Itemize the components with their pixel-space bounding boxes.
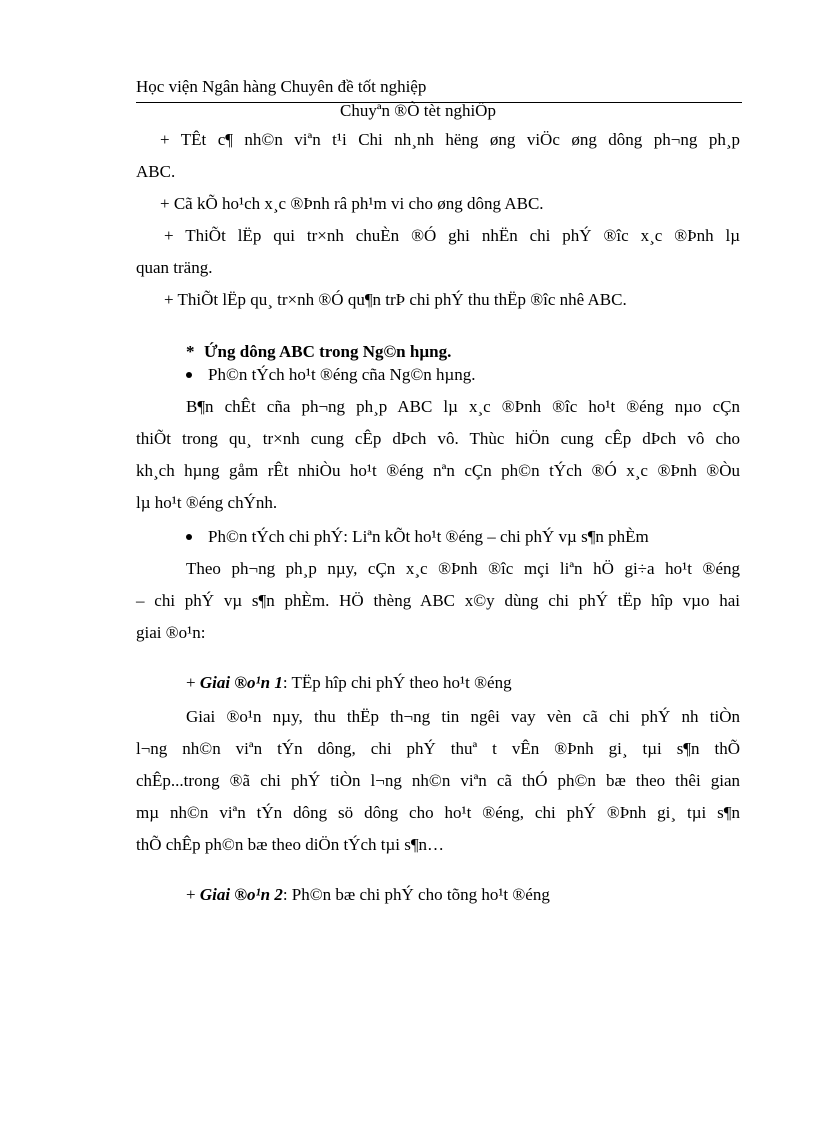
stage-description: : TËp hîp chi phÝ theo ho¹t ®éng — [282, 673, 512, 692]
stage-prefix: + — [186, 673, 200, 692]
stage-heading-1 — [186, 672, 512, 694]
paragraph-line: kh¸ch hµng gåm rÊt nhiÒu ho¹t ®éng nªn cÇn ph©n tÝch ®Ó x¸c ®Þnh ®Òu — [136, 461, 740, 480]
paragraph-line: l¬ng nh©n viªn tÝn dông, chi phÝ thuª t vÊn ®Þnh gi¸ tµi s¶n thÕ — [136, 739, 740, 758]
paragraph-line: + ThiÕt lËp qui tr×nh chuÈn ®Ó ghi nhËn chi phÝ ®îc x¸c ®Þnh lµ — [164, 226, 740, 245]
paragraph-line: thiÕt trong qu¸ tr×nh cung cÊp dÞch vô. Thùc hiÖn cung cÊp dÞch vô cho — [136, 429, 740, 448]
bullet-item: Ph©n tÝch ho¹t ®éng cña Ng©n hµng. — [208, 365, 476, 384]
paragraph-line: B¶n chÊt cña ph¬ng ph¸p ABC lµ x¸c ®Þnh ®îc ho¹t ®éng nµo cÇn — [186, 397, 740, 416]
paragraph-line: – chi phÝ vµ s¶n phÈm. HÖ thèng ABC x©y dùng chi phÝ tËp hîp vµo hai — [136, 591, 740, 610]
header-subtitle: Chuyªn ®Ò tèt nghiÖp — [340, 101, 496, 120]
paragraph-line: Theo ph¬ng ph¸p nµy, cÇn x¸c ®Þnh ®îc mçi liªn hÖ gi÷a ho¹t ®éng — [186, 559, 740, 578]
bullet-icon — [186, 534, 192, 540]
paragraph-line: ABC. — [136, 162, 176, 181]
stage-label: Giai ®o¹n 1 — [199, 673, 283, 692]
section-star: * — [186, 342, 195, 361]
bullet-icon — [186, 372, 192, 378]
paragraph-line: + Cã kÕ ho¹ch x¸c ®Þnh râ ph¹m vi cho øng dông ABC. — [160, 194, 544, 213]
page-header — [136, 76, 742, 103]
stage-description: : Ph©n bæ chi phÝ cho tõng ho¹t ®éng — [282, 885, 550, 904]
paragraph-line: thÕ chÊp ph©n bæ theo diÖn tÝch tµi s¶n… — [136, 835, 445, 854]
bullet-item: Ph©n tÝch chi phÝ: Liªn kÕt ho¹t ®éng – chi phÝ vµ s¶n phÈm — [208, 527, 649, 546]
paragraph-line: giai ®o¹n: — [136, 623, 206, 642]
paragraph-line: chÊp...trong ®ã chi phÝ tiÒn l¬ng nh©n viªn cã thÓ ph©n bæ theo thêi gian — [136, 771, 740, 790]
stage-label: Giai ®o¹n 2 — [199, 885, 283, 904]
stage-prefix: + — [186, 885, 200, 904]
paragraph-line: lµ ho¹t ®éng chÝnh. — [136, 493, 278, 512]
paragraph-line: + TÊt c¶ nh©n viªn t¹i Chi nh¸nh hëng øng viÖc øng dông ph¬ng ph¸p — [160, 130, 740, 149]
header-title: Học viện Ngân hàng Chuyên đề tốt nghiệp — [136, 77, 427, 96]
section-heading: Ứng dông ABC trong Ng©n hµng. — [204, 342, 452, 361]
paragraph-line: Giai ®o¹n nµy, thu thËp th¬ng tin ngêi vay vèn cã chi phÝ nh tiÒn — [186, 707, 740, 726]
paragraph-line: mµ nh©n viªn tÝn dông sö dông cho ho¹t ®éng, chi phÝ ®Þnh gi¸ tµi s¶n — [136, 803, 740, 822]
stage-heading-2 — [186, 884, 550, 906]
paragraph-line: quan träng. — [136, 258, 213, 277]
paragraph-line: + ThiÕt lËp qu¸ tr×nh ®Ó qu¶n trÞ chi phÝ thu thËp ®îc nhê ABC. — [164, 290, 627, 309]
